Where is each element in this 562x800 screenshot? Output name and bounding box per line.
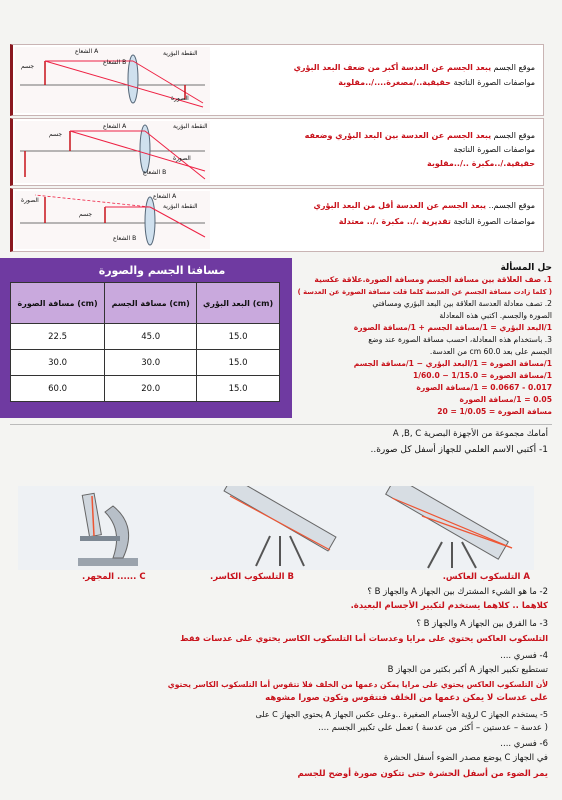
ray-box-1 (10, 44, 544, 116)
desc-answer-2: حقيقية./..مكبرة ../..مقلوبة (427, 159, 535, 168)
distance-table-panel (0, 258, 292, 418)
caption-b: B التلسكوب الكاسر. (210, 572, 295, 582)
image-label: الصورة (171, 95, 189, 102)
focal-label: النقطة البؤرية (163, 203, 198, 210)
ray-a-label: الشعاع A (75, 48, 99, 55)
solution-line: 2. تصف معادلة العدسة العلاقة بين البعد البؤري ومسافتي (372, 299, 552, 308)
solution-line: الجسم على بعد 60.0 cm من العدسة. (429, 347, 552, 356)
desc-line-1: مواصفات الصورة الناتجة حقيقية../مصغرة..../..مقلوبة (338, 78, 535, 87)
question-line: تستطيع تكبير الجهاز A أكبر بكثير من الجهاز B (387, 665, 548, 675)
question-line: 4- فسري .... (500, 651, 548, 661)
desc-line-2: مواصفات الصورة الناتجة (453, 145, 535, 154)
refracting-telescope-image (190, 486, 362, 570)
section-divider (10, 424, 552, 425)
ray-b-label: الشعاع B (143, 169, 167, 176)
solution-line: 0.05 = 1/مسافة الصورة (459, 395, 552, 404)
solution-line: ( كلما زادت مسافة الجسم عن العدسة كلما قلت مسافة الصورة عن العدسة ) (297, 288, 552, 296)
object-label: جسم (79, 211, 93, 218)
table-row: 30.0 30.0 15.0 (11, 350, 280, 376)
answer-line: كلاهما .. كلاهما يستخدم لتكبير الأجسام البعيدة. (350, 601, 548, 611)
solution-line: 1/البعد البؤري = 1/مسافة الجسم + 1/مسافة الصورة (353, 323, 552, 332)
focal-label: النقطة البؤرية (173, 123, 208, 130)
position-line-3: موقع الجسم.. يبعد الجسم عن العدسة أقل من البعد البؤري (313, 201, 535, 210)
question-line: 6- فسري .... (500, 739, 548, 749)
question-line: ( عدسة – عدستين – أكثر من عدسة ) تعمل على تكبير الجسم .... (318, 723, 548, 733)
question-line: 2- ما هو الشيء المشترك بين الجهاز A والجهاز B ؟ (367, 587, 548, 597)
focal-label: النقطة البؤرية (163, 50, 198, 57)
reflecting-telescope-image (362, 486, 534, 570)
ray-box-2 (10, 118, 544, 186)
ray-b-label: الشعاع B (113, 235, 137, 242)
ray-box-3 (10, 188, 544, 252)
solution-title: حل المسألة (500, 263, 552, 273)
desc-line-3: مواصفات الصورة الناتجة تقديرية ./.. مكبرة ./.. معتدلة (338, 217, 535, 226)
header-focal-length: البعد البؤري (cm) (197, 283, 280, 324)
solution-line: 3. باستخدام هذه المعادلة، احسب مسافة الصورة عند وضع (368, 335, 552, 344)
image-label: الصورة (173, 155, 191, 162)
table-title: مسافتا الجسم والصورة (98, 264, 226, 277)
answer-line: على عدسات لا يمكن دعمها من الخلف فتتقوس وتكون صورا مشوهه (265, 693, 548, 703)
caption-a: A التلسكوب العاكس. (442, 572, 530, 582)
question-line: 5- يستخدم الجهاز C لرؤية الأجسام الصغيرة ..وعلى عكس الجهاز A يحتوي الجهاز C على (255, 710, 548, 719)
answer-line: التلسكوب العاكس يحتوي على مرايا وعدسات أما التلسكوب الكاسر يحتوي على عدسات فقط (180, 633, 548, 643)
caption-c: C ...... المجهر. (82, 572, 146, 582)
desc-answer-line-2 (427, 157, 535, 170)
solution-line: مسافة الصورة = 1/0.05 = 20 (437, 407, 552, 416)
ray-a-label: الشعاع A (153, 193, 177, 200)
question-line: 3- ما الفرق بين الجهاز A والجهاز B ؟ (416, 619, 548, 629)
table-header-row (11, 283, 280, 324)
question-line: في الجهاز C يوضع مصدر الضوء أسفل الحشرة (383, 753, 548, 763)
header-image-distance: مسافة الصورة (cm) (11, 283, 105, 324)
solution-line: 1. صف العلاقة بين مسافة الجسم ومسافة الصورة.علاقة عكسية (314, 275, 552, 284)
solution-line: 0.017 - 0.0667 = 1/مسافة الصورة (416, 383, 552, 392)
object-label: جسم (49, 131, 63, 138)
devices-intro: أمامك مجموعة من الأجهزة البصرية A ,B, C (392, 429, 548, 439)
position-answer-2: يبعد الجسم عن العدسة بين البعد البؤري وضعفه (304, 131, 492, 140)
position-line-2: موقع الجسم يبعد الجسم عن العدسة بين البعد البؤري وضعفه (304, 131, 535, 140)
answer-line: لأن التلسكوب العاكس يحتوي على مرايا يمكن دعمها من الخلف فلا تتقوس أما التلسكوب الكاسر يحتوي (167, 680, 548, 689)
microscope-image (18, 486, 190, 570)
ray-b-label: الشعاع B (103, 59, 127, 66)
distance-table (10, 282, 280, 402)
devices-question-1: 1- أكتبي الاسم العلمي للجهاز أسفل كل صورة.. (370, 445, 548, 455)
desc-answer-1: حقيقية../مصغرة..../..مقلوبة (338, 78, 451, 87)
ray-a-label: الشعاع A (103, 123, 127, 130)
solution-line: 1/مسافة الصورة = 1/البعد البؤري − 1/مسافة الجسم (353, 359, 552, 368)
table-row: 60.0 20.0 15.0 (11, 376, 280, 402)
table-row: 22.5 45.0 15.0 (11, 324, 280, 350)
solution-section (296, 262, 552, 418)
image-label: الصورة (21, 197, 39, 204)
solution-line: 1/مسافة الصورة = 1/15.0 − 1/60.0 (412, 371, 552, 380)
answer-line: يمر الضوء من أسفل الحشرة حتى تتكون صورة أوضح للجسم (297, 769, 548, 779)
position-answer-3: يبعد الجسم عن العدسة أقل من البعد البؤري (313, 201, 487, 210)
position-line-1: موقع الجسم يبعد الجسم عن العدسة أكبر من ضعف البعد البؤري (293, 63, 535, 72)
desc-answer-3: تقديرية ./.. مكبرة ./.. معتدلة (338, 217, 451, 226)
ray-diagram-2 (15, 121, 210, 183)
header-object-distance: مسافة الجسم (cm) (105, 283, 197, 324)
object-label: جسم (21, 63, 35, 70)
solution-line: الصورة والجسم. اكتبي هذه المعادلة (439, 311, 552, 320)
position-answer-1: يبعد الجسم عن العدسة أكبر من ضعف البعد البؤري (293, 63, 492, 72)
